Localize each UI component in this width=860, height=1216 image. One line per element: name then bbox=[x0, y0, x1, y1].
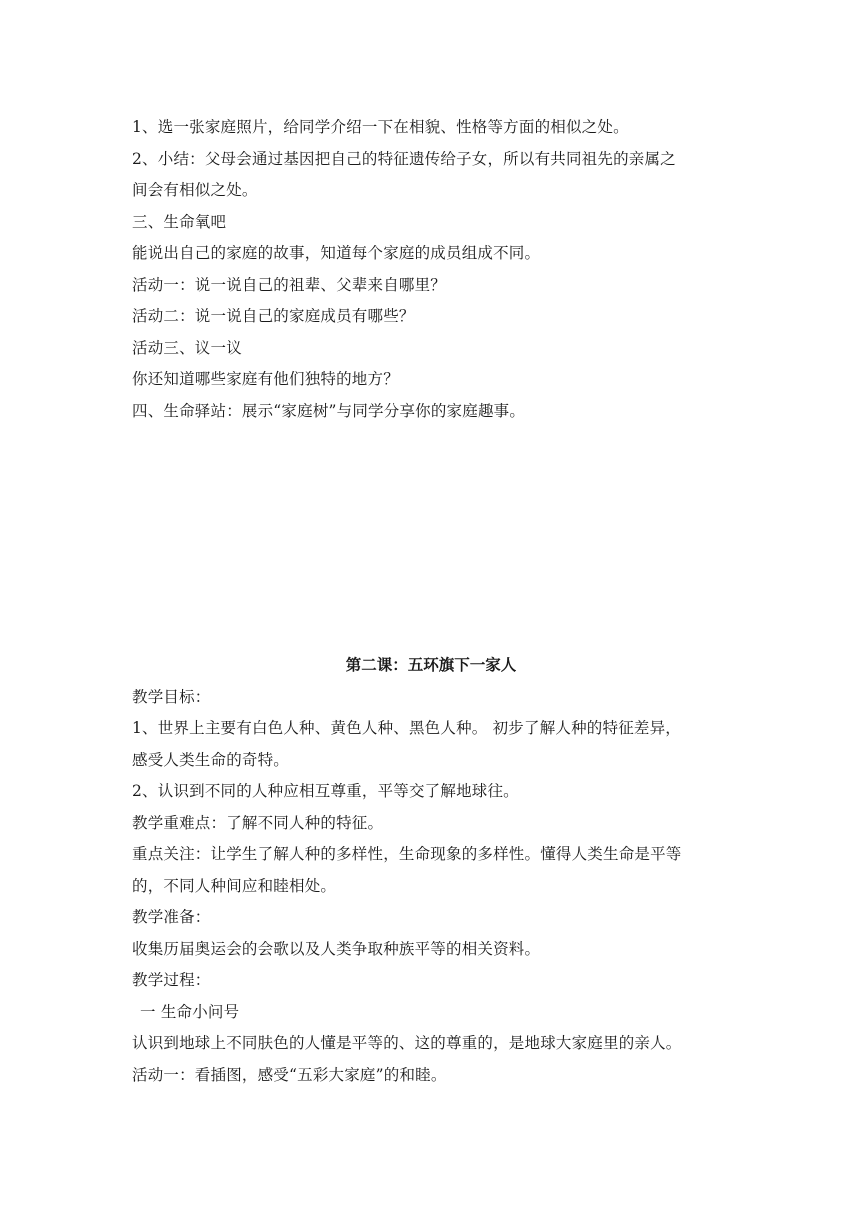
heading-life-question: 一 生命小问号 bbox=[140, 1002, 240, 1021]
lesson-two-section bbox=[132, 650, 730, 1091]
paragraph-goal-one-continued: 感受人类生命的奇特。 bbox=[132, 750, 290, 769]
lesson-continuation-section bbox=[132, 112, 730, 427]
heading-teaching-goals: 教学目标： bbox=[132, 687, 211, 706]
heading-teaching-process: 教学过程： bbox=[132, 971, 211, 989]
paragraph-activity-two: 活动二：说一说自己的家庭成员有哪些？ bbox=[132, 307, 415, 325]
paragraph-unique-families: 你还知道哪些家庭有他们独特的地方？ bbox=[132, 370, 399, 388]
paragraph-focus-continued: 的，不同人种间应和睦相处。 bbox=[132, 876, 337, 895]
heading-life-station: 四、生命驿站：展示“家庭树”与同学分享你的家庭趣事。 bbox=[132, 401, 526, 420]
heading-teaching-preparation: 教学准备： bbox=[132, 908, 211, 926]
paragraph-goal-one: 1、世界上主要有白色人种、黄色人种、黑色人种。 初步了解人种的特征差异， bbox=[132, 719, 681, 737]
paragraph-summary: 2、小结：父母会通过基因把自己的特征遗传给子女，所以有共同祖先的亲属之 bbox=[132, 149, 676, 168]
paragraph-goal-two: 2、认识到不同的人种应相互尊重，平等交了解地球往。 bbox=[132, 782, 519, 800]
paragraph-key-difficulty: 教学重难点：了解不同人种的特征。 bbox=[132, 813, 384, 832]
paragraph-photo-activity: 1、选一张家庭照片，给同学介绍一下在相貌、性格等方面的相似之处。 bbox=[132, 118, 629, 136]
paragraph-activity-illustration: 活动一：看插图，感受“五彩大家庭”的和睦。 bbox=[132, 1065, 447, 1084]
lesson-title: 第二课：五环旗下一家人 bbox=[345, 656, 517, 674]
paragraph-family-story: 能说出自己的家庭的故事，知道每个家庭的成员组成不同。 bbox=[132, 244, 541, 262]
paragraph-activity-three: 活动三、议一议 bbox=[132, 338, 242, 357]
paragraph-activity-one: 活动一：说一说自己的祖辈、父辈来自哪里？ bbox=[132, 275, 447, 294]
paragraph-focus: 重点关注：让学生了解人种的多样性，生命现象的多样性。懂得人类生命是平等 bbox=[132, 845, 682, 863]
paragraph-equality: 认识到地球上不同肤色的人懂是平等的、这的尊重的，是地球大家庭里的亲人。 bbox=[132, 1034, 682, 1052]
paragraph-summary-continued: 间会有相似之处。 bbox=[132, 181, 258, 199]
paragraph-preparation: 收集历届奥运会的会歌以及人类争取种族平等的相关资料。 bbox=[132, 939, 541, 958]
heading-life-oxygen-bar: 三、生命氧吧 bbox=[132, 212, 227, 231]
